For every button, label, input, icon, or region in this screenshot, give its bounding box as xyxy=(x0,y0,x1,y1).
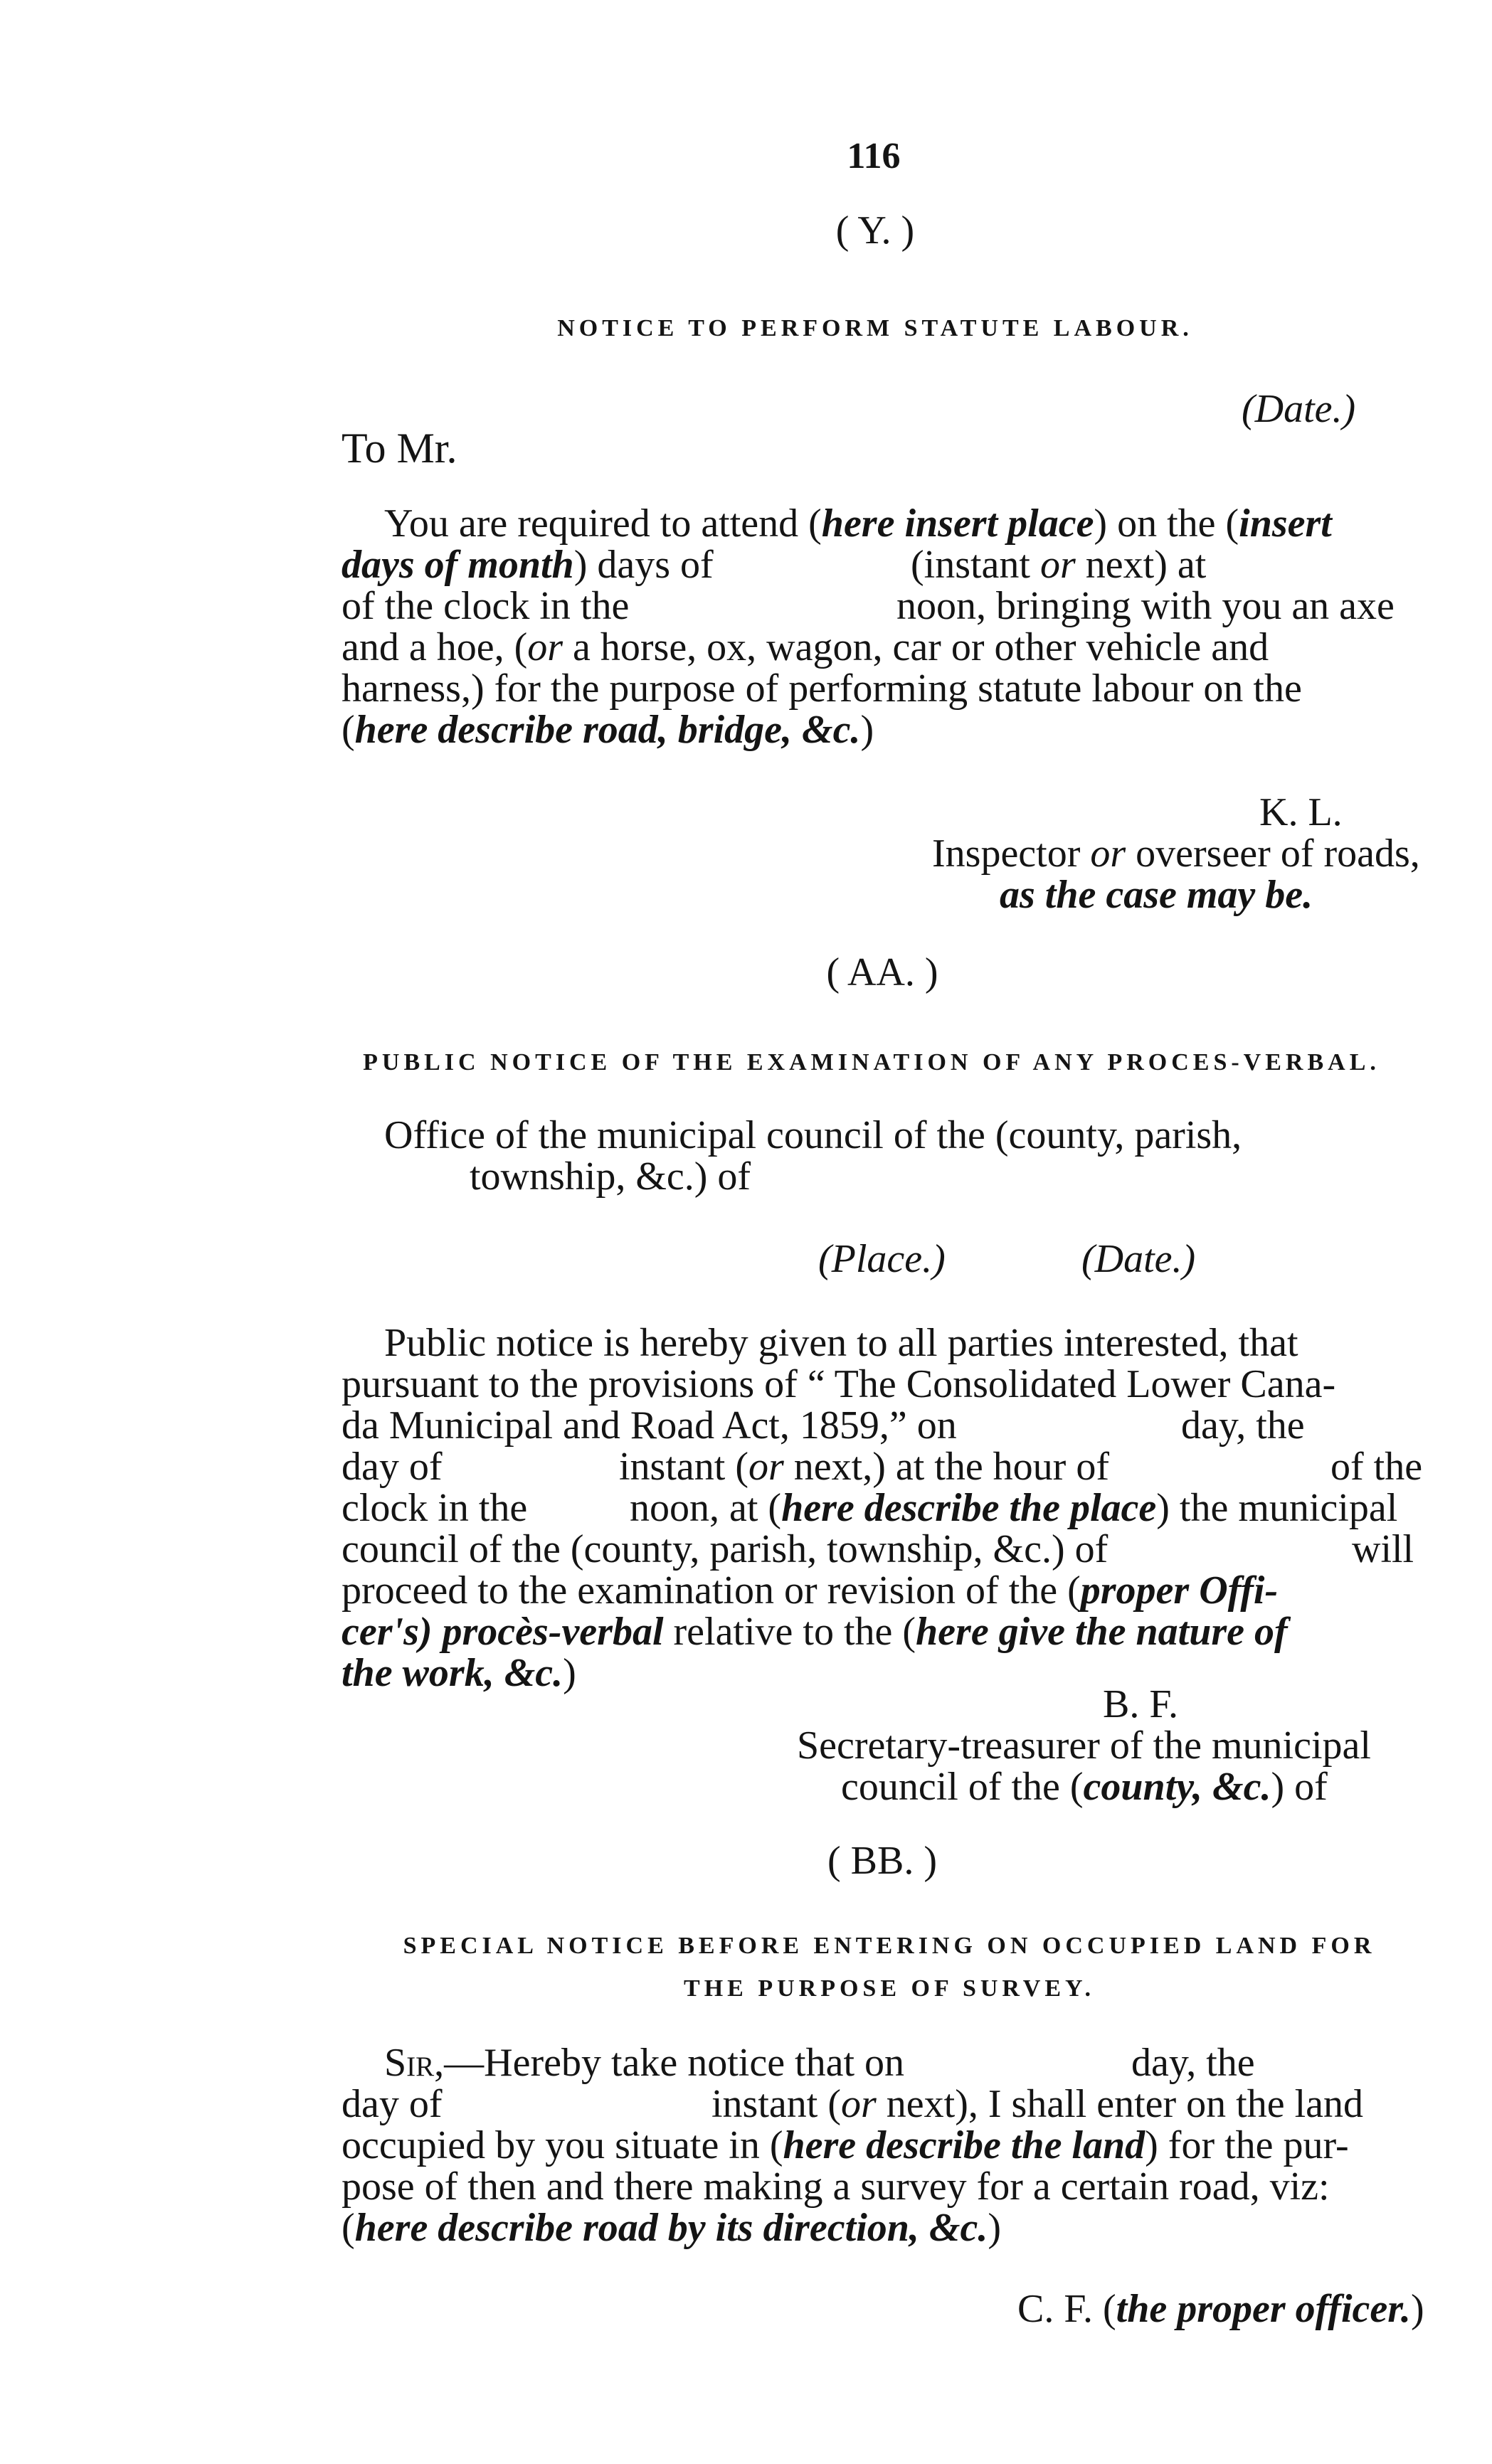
form-bb-line-2-right: instant (or next), I shall enter on the land xyxy=(711,2082,1364,2126)
form-aa-line-5-right: noon, at (here describe the place) the municipal xyxy=(630,1486,1398,1530)
form-bb-line-2: day of xyxy=(342,2082,443,2126)
form-aa-office-line-1: Office of the municipal council of the (county, parish, xyxy=(384,1113,1242,1157)
form-aa-line-8: cer's) procès-verbal relative to the (here give the nature of xyxy=(342,1610,1288,1654)
form-aa-line-6-right: will xyxy=(1352,1527,1414,1571)
form-aa-heading: PUBLIC NOTICE OF THE EXAMINATION OF ANY PROCES-VERBAL. xyxy=(363,1049,1380,1076)
form-aa-line-4-right: of the xyxy=(1330,1445,1423,1489)
form-aa-date: (Date.) xyxy=(1081,1237,1196,1281)
page-number: 116 xyxy=(847,136,901,176)
form-y-line-3: of the clock in the xyxy=(342,584,630,628)
form-bb-heading-line-2: THE PURPOSE OF SURVEY. xyxy=(684,1975,1095,2002)
form-bb-line-5: (here describe road by its direction, &c.) xyxy=(342,2206,1001,2250)
form-aa-line-3-right: day, the xyxy=(1181,1403,1305,1448)
form-bb-line-3: occupied by you situate in (here describe the land) for the pur- xyxy=(342,2123,1349,2167)
form-aa-signature-title-2: council of the (county, &c.) of xyxy=(841,1765,1328,1809)
form-bb-heading-line-1: SPECIAL NOTICE BEFORE ENTERING ON OCCUPIED LAND FOR xyxy=(403,1933,1376,1959)
form-y-date: (Date.) xyxy=(1242,387,1356,431)
form-aa-line-2: pursuant to the provisions of “ The Consolidated Lower Cana- xyxy=(342,1362,1336,1406)
form-y-line-3-right: noon, bringing with you an axe xyxy=(896,584,1395,628)
form-y-label: ( Y. ) xyxy=(835,208,915,253)
form-y-signature-title: Inspector or overseer of roads, xyxy=(932,832,1420,876)
form-aa-line-9: the work, &c.) xyxy=(342,1651,576,1695)
form-bb-label: ( BB. ) xyxy=(827,1839,937,1883)
form-y-line-2-right: (instant or next) at xyxy=(911,543,1207,587)
form-bb-line-1-right: day, the xyxy=(1131,2041,1255,2085)
form-aa-line-3: da Municipal and Road Act, 1859,” on xyxy=(342,1403,957,1448)
form-bb-line-4: pose of then and there making a survey for a certain road, viz: xyxy=(342,2165,1330,2209)
form-aa-line-5: clock in the xyxy=(342,1486,528,1530)
form-y-line-5: harness,) for the purpose of performing statute labour on the xyxy=(342,667,1302,711)
form-aa-signature-title-1: Secretary-treasurer of the municipal xyxy=(797,1724,1371,1768)
form-y-line-2: days of month) days of xyxy=(342,543,714,587)
form-aa-label: ( AA. ) xyxy=(826,950,938,994)
form-y-line-4: and a hoe, (or a horse, ox, wagon, car or other vehicle and xyxy=(342,625,1269,669)
form-y-line-1: You are required to attend (here insert place) on the (insert xyxy=(384,501,1332,546)
form-aa-line-4-mid: instant (or next,) at the hour of xyxy=(619,1445,1109,1489)
form-bb-line-1: Sir,—Hereby take notice that on xyxy=(384,2041,905,2085)
form-aa-signature: B. F. xyxy=(1103,1682,1179,1726)
form-aa-office-line-2: township, &c.) of xyxy=(470,1154,751,1199)
form-aa-line-4: day of xyxy=(342,1445,443,1489)
form-y-line-6: (here describe road, bridge, &c.) xyxy=(342,708,874,752)
form-y-signature-note: as the case may be. xyxy=(1000,873,1313,917)
form-aa-line-7: proceed to the examination or revision of the (proper Offi- xyxy=(342,1568,1279,1613)
form-aa-place: (Place.) xyxy=(818,1237,946,1281)
form-y-to-mr: To Mr. xyxy=(342,425,457,472)
form-y-signature: K. L. xyxy=(1259,790,1343,834)
form-y-heading: NOTICE TO PERFORM STATUTE LABOUR. xyxy=(557,315,1193,341)
form-aa-line-6: council of the (county, parish, township, &c.) of xyxy=(342,1527,1109,1571)
form-bb-signature: C. F. (the proper officer.) xyxy=(1017,2287,1424,2331)
form-aa-line-1: Public notice is hereby given to all parties interested, that xyxy=(384,1321,1298,1365)
